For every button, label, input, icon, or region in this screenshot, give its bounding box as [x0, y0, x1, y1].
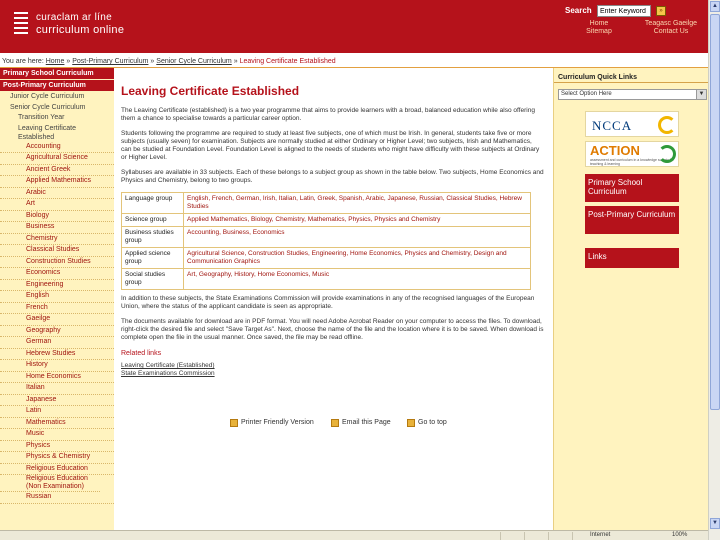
action-swirl-icon — [658, 145, 676, 163]
logo-line-2: curriculum online — [36, 24, 125, 36]
table-row — [122, 248, 531, 269]
scroll-up-button[interactable]: ▲ — [710, 1, 720, 12]
subject-nav-item[interactable]: English — [0, 291, 114, 303]
subject-nav-item[interactable]: Music — [0, 429, 114, 441]
subject-nav-item[interactable]: Ancient Greek — [0, 165, 114, 177]
up-arrow-icon — [407, 419, 415, 427]
zoom-level[interactable]: 100% — [672, 532, 688, 538]
nav-junior-cycle[interactable]: Junior Cycle Curriculum — [10, 93, 85, 100]
post-primary-curriculum-promo[interactable]: Post-Primary Curriculum — [585, 206, 679, 234]
breadcrumb-current: Leaving Certificate Established — [239, 58, 336, 65]
action-logo-subtitle: assessment and curriculum in a knowledge society for teaching & learning — [590, 158, 674, 166]
subject-nav-item[interactable]: Religious Education — [0, 464, 114, 476]
subject-list-cell[interactable]: English, French, German, Irish, Italian, Latin, Greek, Spanish, Arabic, Japanese, Russian, Classical Studies, Hebrew Studies — [184, 193, 531, 214]
logo-line-1: curaclam ar líne — [36, 12, 112, 23]
subject-list — [0, 142, 114, 504]
related-links-title: Related links — [121, 350, 162, 357]
subject-groups-table — [121, 192, 531, 290]
subject-nav-item[interactable]: German — [0, 337, 114, 349]
subject-nav-item[interactable]: Latin — [0, 406, 114, 418]
subject-nav-item[interactable]: Classical Studies — [0, 245, 114, 257]
gaeilge-link[interactable]: Teagasc Gaeilge — [644, 20, 698, 27]
subject-nav-item[interactable]: Japanese — [0, 395, 114, 407]
util-links-left — [586, 20, 612, 36]
subject-nav-item[interactable]: Chemistry — [0, 234, 114, 246]
main-content — [114, 68, 551, 540]
subject-group-cell: Social studies group — [122, 269, 184, 290]
subject-nav-item[interactable]: Hebrew Studies — [0, 349, 114, 361]
table-row — [122, 227, 531, 248]
subject-nav-item[interactable]: Construction Studies — [0, 257, 114, 269]
table-row — [122, 193, 531, 214]
right-sidebar — [553, 68, 708, 540]
subject-group-cell: Language group — [122, 193, 184, 214]
search-label: Search — [565, 6, 592, 15]
action-logo[interactable] — [585, 141, 679, 167]
go-to-top-label: Go to top — [418, 419, 447, 426]
subject-nav-item[interactable]: Business — [0, 222, 114, 234]
subject-list-cell[interactable]: Art, Geography, History, Home Economics, Music — [184, 269, 531, 290]
scroll-down-button[interactable]: ▼ — [710, 518, 720, 529]
breadcrumb-separator: » — [233, 58, 238, 65]
ncca-swirl-icon — [658, 116, 676, 134]
breadcrumb-prefix: You are here: — [2, 58, 44, 65]
quick-links-select[interactable] — [558, 89, 707, 100]
chevron-down-icon: ▼ — [696, 90, 706, 99]
nav-transition-year[interactable]: Transition Year — [18, 114, 65, 121]
subject-list-cell[interactable]: Accounting, Business, Economics — [184, 227, 531, 248]
requirements-paragraph: Students following the programme are required to study at least five subjects, one of which must be Irish. In general, students take five or more subjects (usually seven) for examination. Subjects are normally studied at either Ordinary or Higher Level; two subjects, Irish and Mathematics, can be studied at Foundation Level. Foundation Level is aligned to the needs of students who might have difficulty with these subjects at Ordinary or Higher Level. — [121, 130, 540, 161]
site-header — [0, 0, 708, 53]
subject-nav-item[interactable]: Geography — [0, 326, 114, 338]
subject-nav-item[interactable]: Biology — [0, 211, 114, 223]
action-logo-text: ACTION — [590, 143, 640, 158]
links-promo[interactable]: Links — [585, 248, 679, 268]
printer-friendly-link[interactable] — [241, 418, 314, 428]
subject-nav-item[interactable]: Italian — [0, 383, 114, 395]
quick-links-title: Curriculum Quick Links — [554, 72, 709, 83]
status-divider — [572, 532, 573, 540]
sitemap-link[interactable]: Sitemap — [586, 28, 612, 35]
subject-nav-item[interactable]: Russian — [0, 492, 114, 504]
breadcrumb-item-post-primary[interactable]: Post-Primary Curriculum — [72, 58, 149, 65]
subject-nav-item[interactable]: Arabic — [0, 188, 114, 200]
intro-paragraph: The Leaving Certificate (established) is a two year programme that aims to provide learners with a broad, balanced education while also offering them a chance to specialise towards a particular career option. — [121, 107, 535, 122]
email-page-link[interactable] — [342, 418, 391, 428]
printer-friendly-label: Printer Friendly Version — [241, 419, 314, 426]
browser-status-bar — [0, 530, 708, 540]
page-title: Leaving Certificate Established — [121, 84, 300, 98]
download-paragraph: The documents available for download are in PDF format. You will need Adobe Acrobat Reader on your computer to access the files. To download, right-click the desired file and select "Save Target As". Next, choose the name of the file and the location where it is to be saved. When download is complete open the file in the usual manner. Once saved, the file may be read offline. — [121, 318, 544, 341]
status-divider — [500, 532, 501, 540]
subject-nav-item[interactable]: Gaeilge — [0, 314, 114, 326]
subject-nav-item[interactable]: Economics — [0, 268, 114, 280]
status-divider — [548, 532, 549, 540]
scroll-thumb[interactable] — [710, 14, 720, 410]
nav-senior-cycle[interactable]: Senior Cycle Curriculum — [10, 103, 86, 111]
subject-nav-item[interactable]: Agricultural Science — [0, 153, 114, 165]
subject-group-cell: Science group — [122, 214, 184, 227]
email-page-label: Email this Page — [342, 419, 391, 426]
quick-links-selected-value: Select Option Here — [561, 91, 612, 97]
subject-nav-item[interactable]: French — [0, 303, 114, 315]
table-row — [122, 214, 531, 227]
subject-nav-item[interactable]: Physics — [0, 441, 114, 453]
contact-link[interactable]: Contact Us — [653, 28, 689, 35]
table-row — [122, 269, 531, 290]
left-navigation — [0, 68, 114, 540]
breadcrumb-separator: » — [150, 58, 155, 65]
util-links-right — [640, 20, 702, 36]
search-input[interactable] — [597, 5, 651, 17]
subject-group-cell: Applied science group — [122, 248, 184, 269]
logo-icon — [14, 12, 30, 38]
breadcrumb-item-senior-cycle[interactable]: Senior Cycle Curriculum — [156, 58, 232, 65]
subject-nav-item[interactable]: Engineering — [0, 280, 114, 292]
subject-nav-item[interactable]: Art — [0, 199, 114, 211]
printer-icon — [230, 419, 238, 427]
site-logo[interactable] — [14, 8, 194, 42]
primary-curriculum-promo[interactable]: Primary School Curriculum — [585, 174, 679, 202]
nav-post-primary-curriculum[interactable]: Post-Primary Curriculum — [0, 80, 114, 91]
home-link[interactable]: Home — [589, 20, 609, 27]
subject-nav-item[interactable]: Religious Education (Non Examination) — [0, 475, 100, 492]
breadcrumb-item-home[interactable]: Home — [45, 58, 65, 65]
related-link-leaving-cert[interactable]: Leaving Certificate (Established) — [121, 362, 215, 369]
subject-nav-item[interactable]: Home Economics — [0, 372, 114, 384]
subject-nav-item[interactable]: Physics & Chemistry — [0, 452, 114, 464]
syllabus-paragraph: Syllabuses are available in 33 subjects. Each of these belongs to a subject group as shown in the table below. Two subjects, Home Economics and Physics and Chemistry, belong to two groups. — [121, 169, 544, 184]
breadcrumb — [0, 56, 708, 67]
subject-nav-item[interactable]: Mathematics — [0, 418, 114, 430]
nav-leaving-cert-established[interactable]: Leaving Certificate Established — [18, 124, 76, 141]
languages-paragraph: In addition to these subjects, the State Examinations Commission will provide examinations in any of the recognised languages of the European Union, where the status of the applicant candidate is seen as appropriate. — [121, 295, 535, 310]
subject-nav-item[interactable]: Applied Mathematics — [0, 176, 114, 188]
status-divider — [524, 532, 525, 540]
breadcrumb-separator: » — [66, 58, 71, 65]
email-icon — [331, 419, 339, 427]
subject-group-cell: Business studies group — [122, 227, 184, 248]
internet-zone-label: Internet — [590, 532, 611, 538]
subject-list-cell[interactable]: Agricultural Science, Construction Studies, Engineering, Home Economics, Physics and Chemistry, Design and Communication Graphics — [184, 248, 531, 269]
nav-primary-curriculum[interactable]: Primary School Curriculum — [0, 68, 114, 79]
related-link-sec[interactable]: State Examinations Commission — [121, 370, 215, 377]
subject-list-cell[interactable]: Applied Mathematics, Biology, Chemistry, Mathematics, Physics, Physics and Chemistry — [184, 214, 531, 227]
subject-nav-item[interactable]: Accounting — [0, 142, 114, 154]
ncca-logo[interactable] — [585, 111, 679, 137]
search-go-button[interactable]: » — [656, 6, 666, 16]
subject-nav-item[interactable]: History — [0, 360, 114, 372]
vertical-scrollbar[interactable] — [708, 0, 720, 540]
ncca-logo-text: NCCA — [592, 118, 633, 133]
go-to-top-link[interactable] — [418, 418, 447, 428]
